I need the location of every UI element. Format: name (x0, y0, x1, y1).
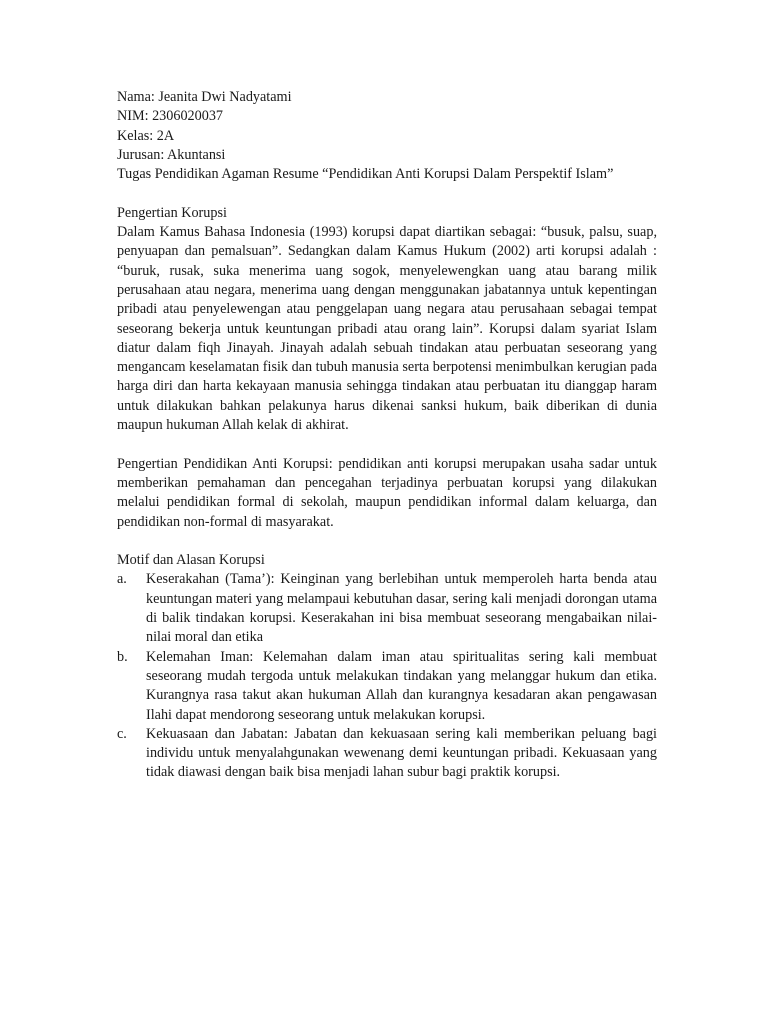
document-page (117, 88, 657, 783)
motif-list (117, 570, 657, 782)
list-item-text: Kelemahan Iman: Kelemahan dalam iman atau spiritualitas sering kali membuat seseorang mudah tergoda untuk melakukan tindakan yang melanggar hukum dan etika. Kurangnya rasa takut akan hukuman Allah dan kurangnya kesadaran akan pengawasan Ilahi dapat mendorong seseorang untuk melakukan korupsi. (146, 648, 657, 723)
list-marker: c. (117, 725, 127, 742)
list-marker: a. (117, 571, 127, 588)
paragraph-pengertian-korupsi: Dalam Kamus Bahasa Indonesia (1993) korupsi dapat diartikan sebagai: “busuk, palsu, suap, penyuapan dan pemalsuan”. Sedangkan dalam Kamus Hukum (2002) arti korupsi adalah : “buruk, rusak, suka menerima uang sogok, menyelewengkan uang atau barang milik perusahaan atau negara, menerima uang dengan menggunakan jabatannya untuk kepentingan pribadi atau penyelewengan atau penggelapan uang negara atau perusahaan sebagai tempat seseorang bekerja untuk keuntungan pribadi atau orang lain”. Korupsi dalam syariat Islam diatur dalam fiqh Jinayah. Jinayah adalah sebuah tindakan atau perbuatan seseorang yang mengancam keselamatan fisik dan tubuh manusia serta berpotensi menimbulkan kerugian pada harga diri dan harta kekayaan manusia sehingga tindakan atau perbuatan itu dianggap haram untuk dilakukan bahkan pelakunya harus dikenai sanksi hukum, baik diberikan di dunia maupun hukuman Allah kelak di akhirat. (117, 224, 657, 434)
spacer (117, 184, 657, 203)
list-item (117, 725, 657, 783)
list-item (117, 648, 657, 725)
assignment-title: Tugas Pendidikan Agaman Resume “Pendidikan Anti Korupsi Dalam Perspektif Islam” (117, 166, 614, 183)
list-item (117, 570, 657, 647)
student-major: Jurusan: Akuntansi (117, 146, 226, 163)
list-item-text: Kekuasaan dan Jabatan: Jabatan dan kekuasaan sering kali memberikan peluang bagi individu untuk menyalahgunakan wewenang demi keuntungan pribadi. Kekuasaan yang tidak diawasi dengan baik bisa menjadi lahan subur bagi praktik korupsi. (146, 725, 657, 781)
spacer (117, 532, 657, 551)
section-heading-motif: Motif dan Alasan Korupsi (117, 552, 265, 569)
student-nim: NIM: 2306020037 (117, 108, 224, 125)
section-heading-pengertian-korupsi: Pengertian Korupsi (117, 204, 227, 221)
student-class: Kelas: 2A (117, 127, 175, 144)
student-name: Nama: Jeanita Dwi Nadyatami (117, 89, 292, 105)
list-marker: b. (117, 648, 128, 665)
list-item-text: Keserakahan (Tama’): Keinginan yang berlebihan untuk memperoleh harta benda atau keuntungan materi yang melampaui kebutuhan dasar, sering kali menjadi dorongan utama di balik tindakan korupsi. Keserakahan ini bisa membuat seseorang mengabaikan nilai-nilai moral dan etika (146, 571, 657, 646)
spacer (117, 435, 657, 454)
paragraph-pendidikan-anti-korupsi: Pengertian Pendidikan Anti Korupsi: pendidikan anti korupsi merupakan usaha sadar untuk memberikan pemahaman dan pencegahan terjadinya perbuatan korupsi yang dilakukan melalui pendidikan formal di sekolah, maupun pendidikan informal dalam keluarga, dan pendidikan non-formal di masyarakat. (117, 455, 657, 530)
